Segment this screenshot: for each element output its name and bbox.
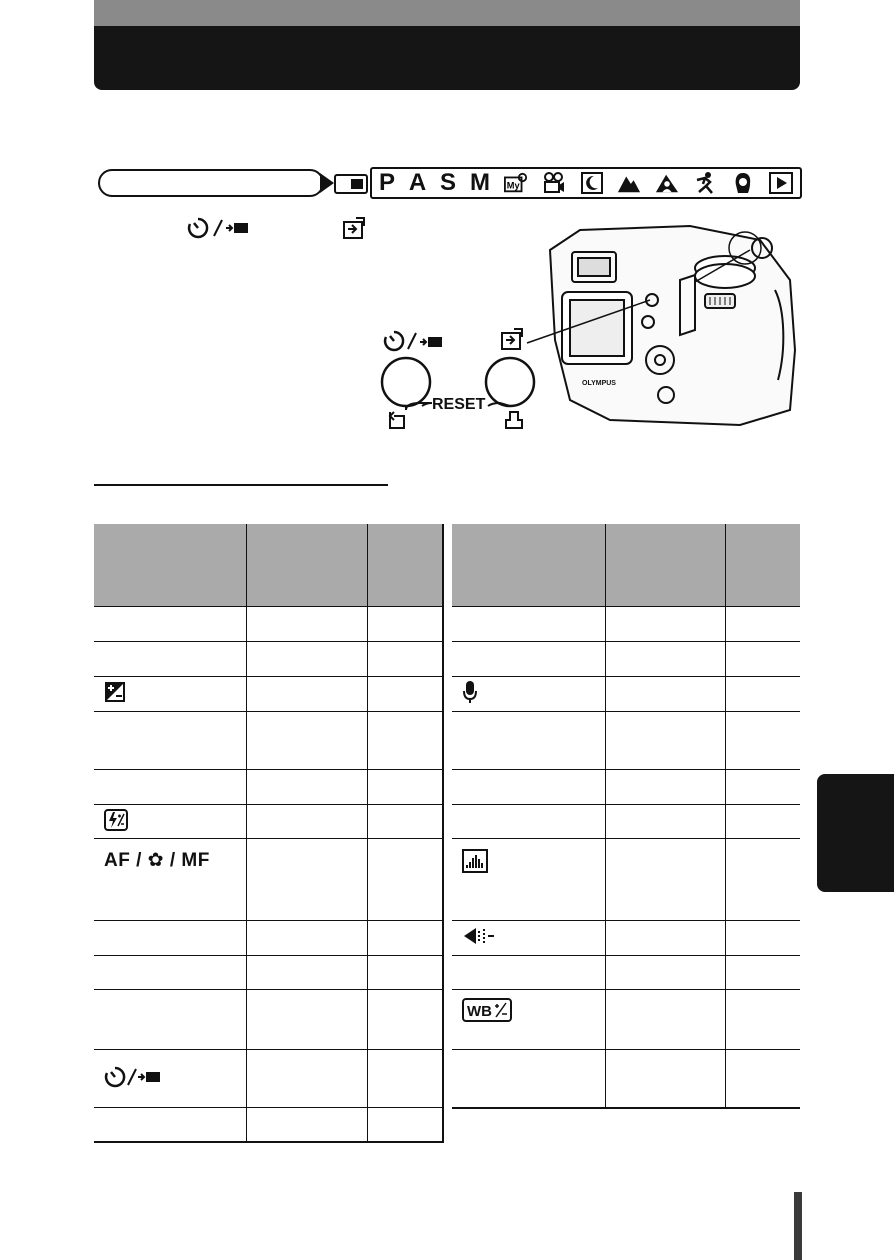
table-row [452, 1050, 800, 1108]
table-row [452, 839, 800, 921]
compression-icon [462, 926, 496, 950]
table-row [94, 1050, 443, 1108]
applicable-modes-pill [98, 169, 324, 197]
table-row [94, 677, 443, 712]
mode-s: S [440, 169, 457, 196]
table-row [452, 642, 800, 677]
header-cell [94, 524, 246, 607]
table-row [94, 990, 443, 1050]
svg-text:WB: WB [467, 1003, 492, 1020]
exposure-compensation-icon [104, 681, 126, 707]
microphone-icon [462, 680, 478, 708]
flash-intensity-icon [104, 809, 128, 835]
header-cell [246, 524, 367, 607]
svg-text:My: My [506, 180, 520, 191]
header-cell [452, 524, 605, 607]
mode-m: M [469, 169, 490, 196]
mode-p: P [378, 169, 395, 196]
table-row [452, 677, 800, 712]
table-row [94, 956, 443, 990]
af-memory-button-diagram [486, 358, 534, 406]
table-row [452, 607, 800, 642]
diagram-self-timer-icon [385, 332, 442, 350]
settings-table-right [452, 524, 800, 1109]
print-reserve-icon [506, 412, 522, 428]
section-underline [94, 484, 388, 486]
histogram-icon [462, 849, 488, 877]
camera-buttons-diagram [350, 220, 800, 445]
card-connector-icon [334, 174, 368, 194]
sports-icon [693, 172, 717, 194]
table-row [94, 921, 443, 956]
svg-text:OLYMPUS: OLYMPUS [582, 380, 616, 387]
portrait-icon [731, 172, 755, 194]
table-row [94, 607, 443, 642]
landscape-icon [617, 172, 641, 194]
table-row [452, 921, 800, 956]
mode-a: A [408, 169, 427, 196]
playback-icon [769, 172, 793, 194]
my-mode-icon [504, 172, 528, 194]
table-row [452, 770, 800, 805]
table-row [94, 805, 443, 839]
self-timer-button-diagram [382, 358, 430, 406]
chapter-header-bar [94, 0, 800, 90]
diagram-af-memory-icon [502, 329, 522, 349]
settings-table-left [94, 524, 444, 1143]
reset-label: RESET [432, 396, 486, 413]
self-timer-remote-icon [186, 216, 278, 246]
table-header-row [452, 524, 800, 607]
table-row [94, 712, 443, 770]
header-top-strip [94, 0, 800, 26]
table-header-row [94, 524, 443, 607]
page-number-bar [794, 1192, 802, 1260]
mode-dial-box [370, 167, 802, 199]
table-row [452, 956, 800, 990]
focus-mode-icon: AF / ✿ / MF [104, 850, 210, 871]
table-row [94, 839, 443, 921]
table-row [452, 990, 800, 1050]
header-cell [725, 524, 800, 607]
table-row [94, 1108, 443, 1142]
header-main-strip [94, 26, 800, 90]
table-row [452, 805, 800, 839]
mode-arrow-icon [320, 173, 334, 193]
table-row [94, 642, 443, 677]
movie-icon [542, 172, 566, 194]
header-cell [367, 524, 443, 607]
mode-dial-strip [98, 167, 800, 199]
rotate-icon [390, 412, 404, 428]
landscape-portrait-icon [655, 172, 679, 194]
chapter-side-tab [817, 774, 894, 892]
white-balance-compensation-icon [462, 998, 512, 1026]
table-row [452, 712, 800, 770]
night-scene-icon [580, 172, 604, 194]
table-row [94, 770, 443, 805]
header-cell [605, 524, 725, 607]
self-timer-remote-icon [104, 1066, 168, 1092]
